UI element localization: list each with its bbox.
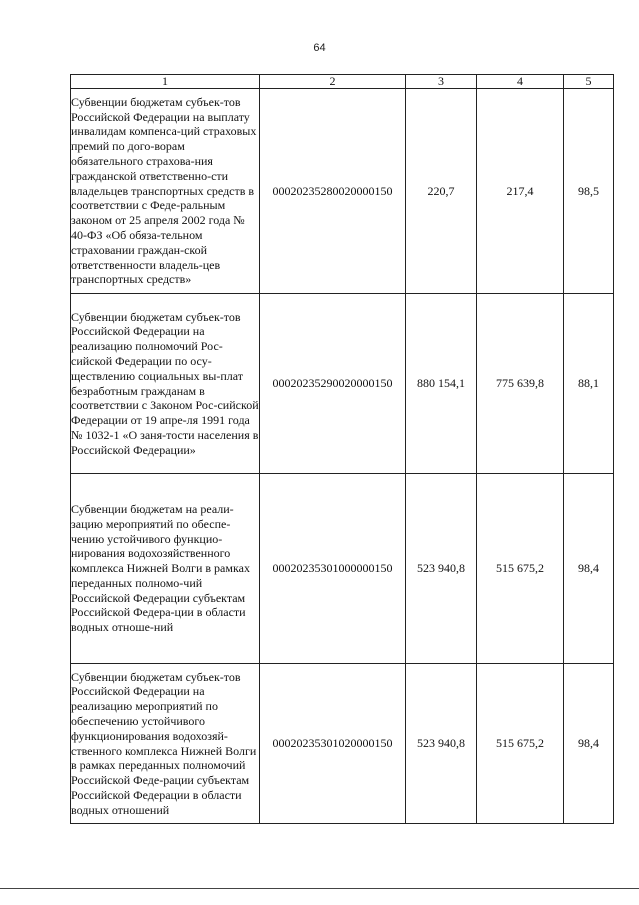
- row-value-col5: 98,4: [564, 664, 614, 824]
- row-description: Субвенции бюджетам субъек-тов Российской Федерации на реализацию мероприятий по обеспечению устойчивого функционирования водохозяй-ственного комплекса Нижней Волги в рамках переданных полномочий Российской Феде-рации субъектам Российской Федерации в области водных отношений: [71, 664, 260, 824]
- row-value-col4: 515 675,2: [477, 474, 564, 664]
- bottom-rule: [0, 888, 639, 889]
- row-value-col5: 88,1: [564, 294, 614, 474]
- row-value-col4: 515 675,2: [477, 664, 564, 824]
- row-code: 00020235301000000150: [260, 474, 406, 664]
- header-col-4: 4: [477, 75, 564, 89]
- row-value-col3: 880 154,1: [406, 294, 477, 474]
- row-code: 00020235301020000150: [260, 664, 406, 824]
- table-row: [71, 294, 614, 474]
- row-description: Субвенции бюджетам на реали-зацию мероприятий по обеспе-чению устойчивого функцио-нирования водохозяйственного комплекса Нижней Волги в рамках переданных полномо-чий Российской Федерации субъектам Российской Федера-ции в области водных отноше-ний: [71, 474, 260, 664]
- row-value-col3: 523 940,8: [406, 474, 477, 664]
- row-value-col5: 98,5: [564, 89, 614, 294]
- header-col-1: 1: [71, 75, 260, 89]
- row-value-col3: 523 940,8: [406, 664, 477, 824]
- row-code: 00020235280020000150: [260, 89, 406, 294]
- table-row: [71, 474, 614, 664]
- header-col-5: 5: [564, 75, 614, 89]
- budget-table: [70, 74, 614, 824]
- table-header-row: [71, 75, 614, 89]
- header-col-3: 3: [406, 75, 477, 89]
- row-value-col3: 220,7: [406, 89, 477, 294]
- row-value-col5: 98,4: [564, 474, 614, 664]
- row-value-col4: 217,4: [477, 89, 564, 294]
- table-row: [71, 89, 614, 294]
- table-row: [71, 664, 614, 824]
- row-code: 00020235290020000150: [260, 294, 406, 474]
- page-number: 64: [313, 42, 326, 54]
- row-description: Субвенции бюджетам субъек-тов Российской Федерации на реализацию полномочий Рос-сийской Федерации по осу-ществлению социальных вы-плат безработным гражданам в соответствии с Законом Рос-сийской Федерации от 19 апре-ля 1991 года № 1032-1 «О заня-тости населения в Российской Федерации»: [71, 294, 260, 474]
- row-value-col4: 775 639,8: [477, 294, 564, 474]
- row-description: Субвенции бюджетам субъек-тов Российской Федерации на выплату инвалидам компенса-ций страховых премий по дого-ворам обязательного страхова-ния гражданской ответственно-сти владельцев транспортных средств в соответствии с Феде-ральным законом от 25 апреля 2002 года № 40-ФЗ «Об обяза-тельном страховании граждан-ской ответственности владель-цев транспортных средств»: [71, 89, 260, 294]
- header-col-2: 2: [260, 75, 406, 89]
